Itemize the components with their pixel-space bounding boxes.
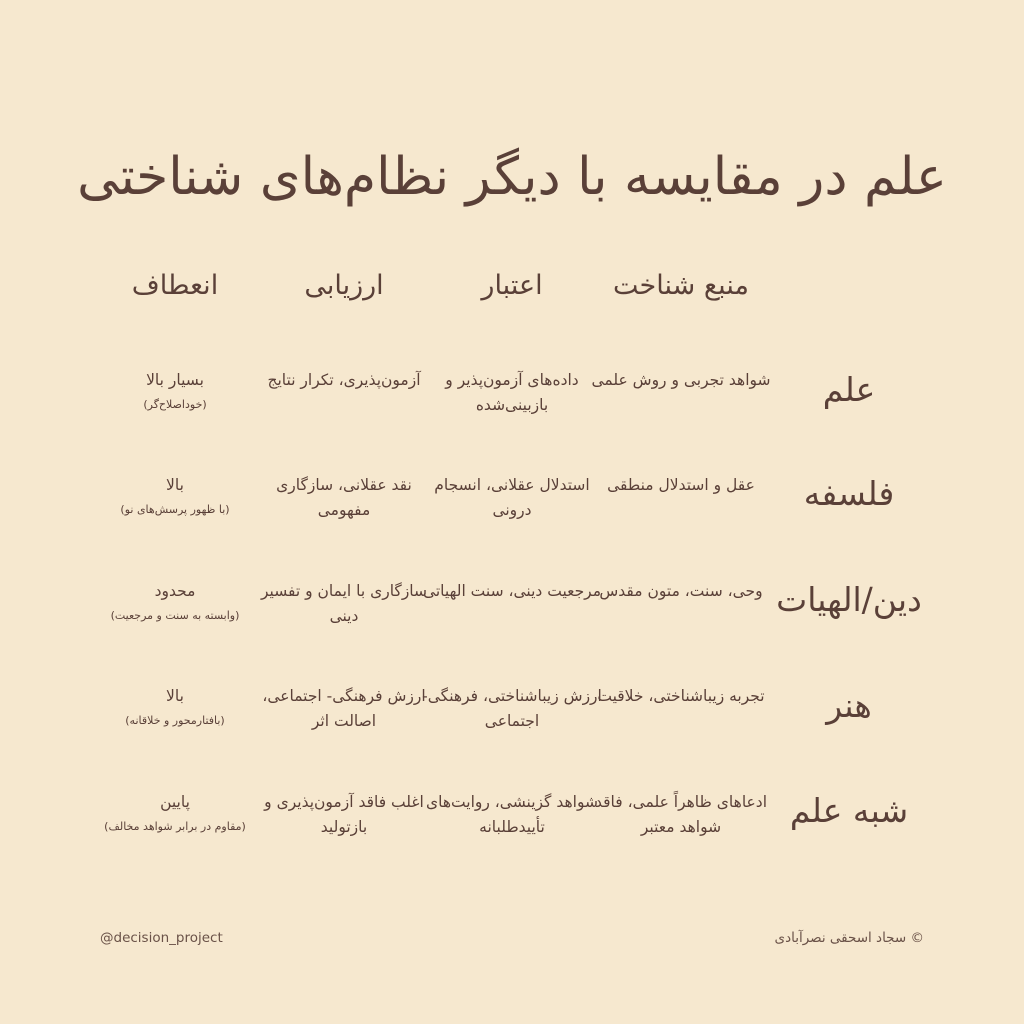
cell-art-flexibility — [85, 684, 265, 731]
cell-art-validity: ارزش زیباشناختی، فرهنگی-اجتماعی — [422, 687, 602, 730]
flexibility-value: بالا — [166, 687, 184, 705]
footer-handle: @decision_project — [100, 930, 223, 946]
flexibility-value: محدود — [154, 582, 196, 600]
flexibility-value: بالا — [166, 476, 184, 494]
header-source: منبع شناخت — [613, 270, 749, 301]
flexibility-note: (مقاوم در برابر شواهد مخالف) — [104, 820, 246, 833]
cell-religion-evaluation: سازگاری با ایمان و تفسیر دینی — [260, 582, 428, 625]
flexibility-note: (وابسته به سنت و مرجعیت) — [110, 609, 240, 622]
cell-science-evaluation: آزمون‌پذیری، تکرار نتایج — [267, 371, 421, 389]
cell-pseudoscience-validity: شواهد گزینشی، روایت‌های تأییدطلبانه — [426, 793, 598, 836]
cell-science-validity: داده‌های آزمون‌پذیر و بازبینی‌شده — [445, 371, 579, 414]
flexibility-value: پایین — [160, 793, 190, 811]
cell-philosophy-source: عقل و استدلال منطقی — [607, 476, 755, 494]
row-label-pseudoscience: شبه علم — [789, 791, 909, 830]
page-title: علم در مقایسه با دیگر نظام‌های شناختی — [77, 146, 947, 207]
flexibility-value: بسیار بالا — [146, 371, 204, 389]
row-label-art: هنر — [826, 686, 872, 725]
cell-religion-validity: مرجعیت دینی، سنت الهیاتی — [422, 582, 602, 600]
row-label-religion: دین/الهیات — [776, 580, 922, 619]
cell-science-source: شواهد تجربی و روش علمی — [591, 371, 771, 389]
cell-pseudoscience-evaluation: اغلب فاقد آزمون‌پذیری و بازتولید — [264, 793, 424, 836]
header-validity: اعتبار — [481, 270, 543, 301]
header-flexibility: انعطاف — [131, 270, 219, 301]
cell-religion-flexibility — [85, 579, 265, 626]
flexibility-note: (بافتارمحور و خلاقانه) — [125, 714, 225, 727]
flexibility-note: (خوداصلاح‌گر) — [143, 398, 207, 411]
row-label-science: علم — [822, 370, 876, 409]
header-evaluation: ارزیابی — [304, 270, 384, 301]
cell-philosophy-validity: استدلال عقلانی، انسجام درونی — [434, 476, 590, 519]
cell-religion-source: وحی، سنت، متون مقدس — [599, 582, 763, 600]
cell-science-flexibility — [85, 368, 265, 415]
cell-art-source: تجربه زیباشناختی، خلاقیت — [597, 687, 765, 705]
flexibility-note: (با ظهور پرسش‌های نو) — [120, 503, 230, 516]
cell-art-evaluation: ارزش فرهنگی- اجتماعی، اصالت اثر — [262, 687, 426, 730]
cell-philosophy-evaluation: نقد عقلانی، سازگاری مفهومی — [276, 476, 412, 519]
footer-copyright: © سجاد اسحقی نصرآبادی — [774, 930, 924, 946]
cell-philosophy-flexibility — [85, 473, 265, 520]
cell-pseudoscience-flexibility — [85, 790, 265, 837]
row-label-philosophy: فلسفه — [803, 474, 895, 513]
cell-pseudoscience-source: ادعاهای ظاهراً علمی، فاقد شواهد معتبر — [594, 793, 768, 836]
